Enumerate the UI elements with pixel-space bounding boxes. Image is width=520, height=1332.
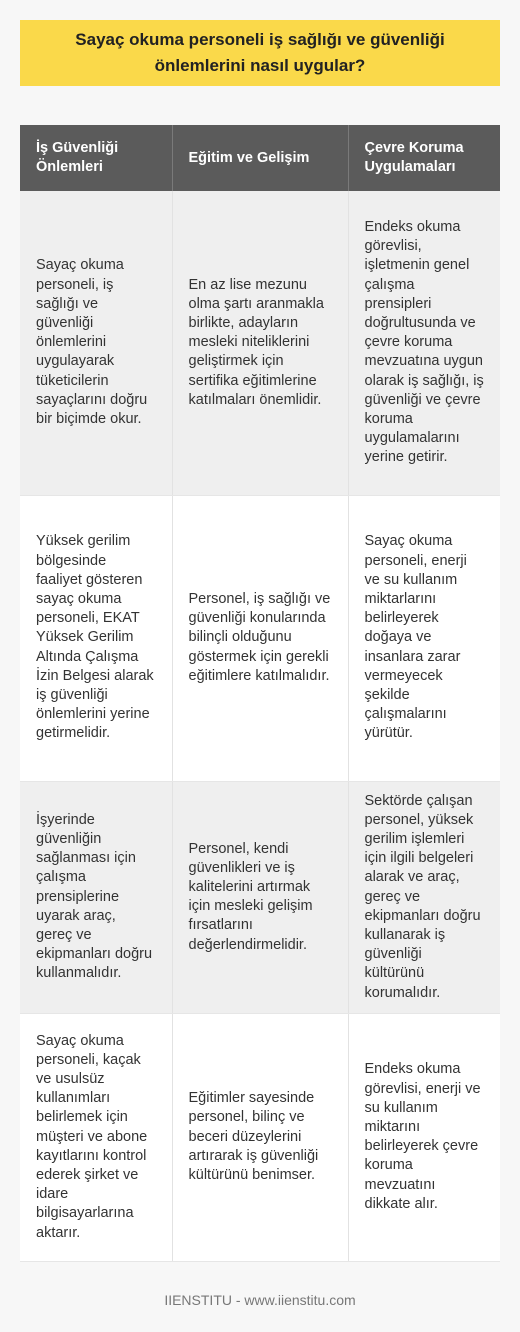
table-cell: İşyerinde güvenliğin sağlanması için çalışma prensiplerine uyarak araç, gereç ve ekipmanları doğru kullanmalıdır.: [20, 781, 172, 1013]
table-cell: En az lise mezunu olma şartı aranmakla birlikte, adayların mesleki niteliklerini geliştirmek için sertifika eğitimlerine katılmaları önemlidir.: [172, 191, 348, 495]
table-cell: Sayaç okuma personeli, enerji ve su kullanım miktarlarını belirleyerek doğaya ve insanlara zarar vermeyecek şekilde çalışmalarını yürütür.: [348, 495, 500, 781]
footer-credit: IIENSTITU - www.iienstitu.com: [164, 1292, 356, 1308]
table-header-row: [20, 125, 500, 191]
header-cell-safety: İş Güvenliği Önlemleri: [20, 125, 172, 191]
table-row: [20, 1013, 500, 1261]
header-cell-training: Eğitim ve Gelişim: [172, 125, 348, 191]
header-cell-environment: Çevre Koruma Uygulamaları: [348, 125, 500, 191]
table-cell: Sayaç okuma personeli, kaçak ve usulsüz kullanımları belirlemek için müşteri ve abone kayıtlarını kontrol ederek şirket ve idare bilgisayarlarına aktarır.: [20, 1013, 172, 1261]
table-cell: Endeks okuma görevlisi, enerji ve su kullanım miktarını belirleyerek çevre koruma mevzuatını dikkate alır.: [348, 1013, 500, 1261]
table-row: [20, 191, 500, 495]
table-row: [20, 495, 500, 781]
table-cell: Personel, kendi güvenlikleri ve iş kalitelerini artırmak için mesleki gelişim fırsatlarını değerlendirmelidir.: [172, 781, 348, 1013]
table-cell: Sayaç okuma personeli, iş sağlığı ve güvenliği önlemlerini uygulayarak tüketicilerin sayaçlarını doğru bir biçimde okur.: [20, 191, 172, 495]
table-cell: Eğitimler sayesinde personel, bilinç ve beceri düzeylerini artırarak iş güvenliği kültürünü benimser.: [172, 1013, 348, 1261]
title-banner: [20, 20, 500, 86]
table-cell: Endeks okuma görevlisi, işletmenin genel çalışma prensipleri doğrultusunda ve çevre koruma mevzuatına uygun olarak iş sağlığı, iş güvenliği ve çevre koruma uygulamalarını yerine getirir.: [348, 191, 500, 495]
table-cell: Sektörde çalışan personel, yüksek gerilim işlemleri için ilgili belgeleri alarak ve araç, gereç ve ekipmanları doğru kullanarak iş güvenliği kültürünü korumalıdır.: [348, 781, 500, 1013]
page-title: Sayaç okuma personeli iş sağlığı ve güvenliği önlemlerini nasıl uygular?: [75, 30, 445, 75]
table-cell: Yüksek gerilim bölgesinde faaliyet gösteren sayaç okuma personeli, EKAT Yüksek Gerilim Altında Çalışma İzin Belgesi alarak iş güvenliği önlemlerini yerine getirmelidir.: [20, 495, 172, 781]
table-row: [20, 781, 500, 1013]
info-table: [20, 125, 500, 1262]
table-cell: Personel, iş sağlığı ve güvenliği konularında bilinçli olduğunu göstermek için gerekli eğitimlere katılmalıdır.: [172, 495, 348, 781]
